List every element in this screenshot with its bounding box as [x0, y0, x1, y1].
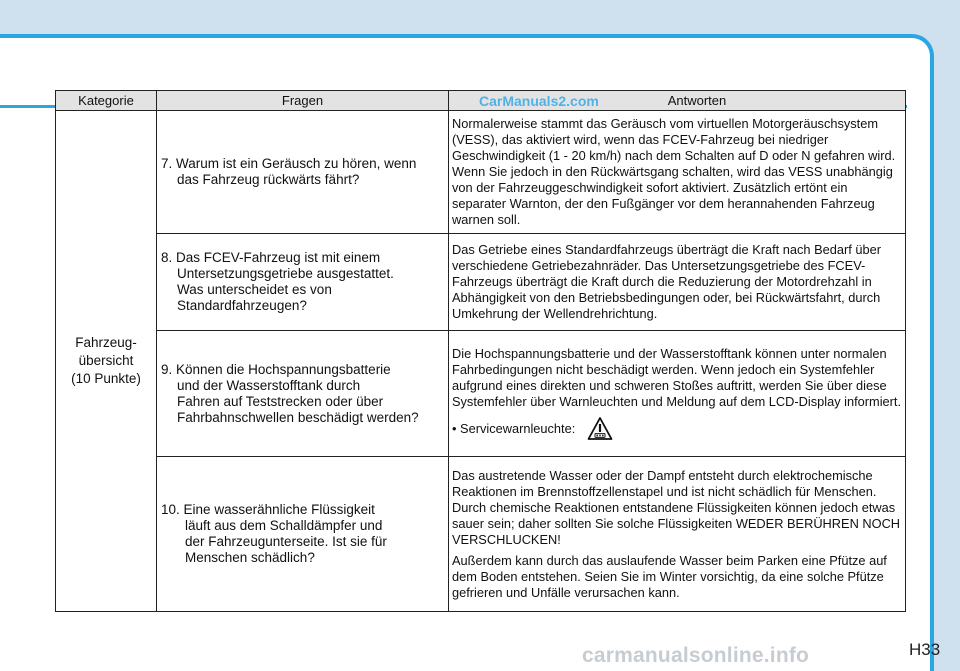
- answer-cell: [449, 331, 906, 457]
- category-line: (10 Punkte): [71, 371, 141, 386]
- answer-cell: [449, 457, 906, 612]
- table-row: [56, 234, 906, 331]
- header-answers: [449, 91, 906, 111]
- question-line: Das FCEV-Fahrzeug ist mit einem: [176, 250, 381, 265]
- question-cell: [157, 331, 449, 457]
- question-line: Menschen schädlich?: [185, 550, 315, 565]
- question-number: 8.: [161, 250, 173, 265]
- question-number: 9.: [161, 361, 173, 377]
- page-number: H33: [909, 640, 941, 659]
- table-header-row: [56, 91, 906, 111]
- question-line: läuft aus dem Schalldämpfer und: [185, 518, 383, 533]
- answer-paragraph: Normalerweise stammt das Geräusch vom virtuellen Motorgeräuschsystem (VESS), das aktiviert wird, wenn das FCEV-Fahrzeug bei niedriger Geschwindigkeit (1 - 20 km/h) nach dem Schalten auf D oder N gefahren wird. Wenn Sie jedoch in den Rückwärtsgang schalten, wird das VESS unabhängig von der Fahrzeuggeschwindigkeit sofort aktiviert. Zusätzlich ertönt ein separater Warnton, der den Fußgänger vor dem herannahenden Fahrzeug warnen soll.: [452, 116, 896, 227]
- category-line: Fahrzeug-: [75, 335, 137, 350]
- header-questions: Fragen: [157, 91, 449, 111]
- question-line: Fahren auf Teststrecken oder über: [177, 393, 384, 409]
- table-row: [56, 111, 906, 234]
- table-row: [56, 457, 906, 612]
- answer-cell: [449, 234, 906, 331]
- question-line: und der Wasserstofftank durch: [177, 377, 361, 393]
- question-number: 10.: [161, 502, 180, 517]
- question-line: Untersetzungsgetriebe ausgestattet.: [177, 266, 394, 281]
- service-warning-label: • Servicewarnleuchte:: [452, 420, 576, 436]
- question-line: Eine wasserähnliche Flüssigkeit: [183, 502, 375, 517]
- faq-table: [55, 90, 906, 612]
- category-cell: [56, 111, 157, 612]
- question-cell: [157, 234, 449, 331]
- category-line: übersicht: [78, 353, 134, 368]
- question-line: Warum ist ein Geräusch zu hören, wenn: [176, 156, 417, 171]
- question-cell: [157, 457, 449, 612]
- question-line: das Fahrzeug rückwärts fährt?: [177, 172, 360, 187]
- answer-paragraph: Außerdem kann durch das auslaufende Wasser beim Parken eine Pfütze auf dem Boden entstehen. Seien Sie im Winter vorsichtig, da eine solche Pfütze gefrieren und Unfälle verursachen kann.: [452, 552, 887, 600]
- table-row: [56, 331, 906, 457]
- question-line: der Fahrzeugunterseite. Ist sie für: [185, 534, 387, 549]
- question-line: Fahrbahnschwellen beschädigt werden?: [177, 409, 419, 425]
- header-category: Kategorie: [56, 91, 157, 111]
- question-line: Können die Hochspannungsbatterie: [176, 361, 391, 377]
- service-warning-line: [452, 416, 903, 442]
- watermark: CarManuals2.com: [479, 93, 599, 109]
- question-number: 7.: [161, 156, 173, 171]
- answer-paragraph: Die Hochspannungsbatterie und der Wasserstofftank können unter normalen Fahrbedingungen nicht beschädigt werden. Wenn jedoch ein Systemfehler aufgrund eines direkten und schweren Stoßes auftritt, werden Sie über diese Systemfehler über Warnleuchten und Meldung auf dem LCD-Display informiert.: [452, 345, 902, 409]
- question-line: Standardfahrzeugen?: [177, 298, 307, 313]
- question-line: Was unterscheidet es von: [177, 282, 332, 297]
- answer-cell: [449, 111, 906, 234]
- footer-watermark: carmanualsonline.info: [582, 644, 810, 667]
- question-cell: [157, 111, 449, 234]
- answer-paragraph: Das austretende Wasser oder der Dampf entsteht durch elektrochemische Reaktionen im Brennstoffzellenstapel und ist nicht schädlich für Menschen. Durch chemische Reaktionen entstandene Flüssigkeiten können jedoch etwas sauer sein; daher sollten Sie solche Flüssigkeiten WEDER BERÜHREN NOCH VERSCHLUCKEN!: [452, 467, 901, 547]
- service-warning-triangle-icon: [587, 416, 613, 442]
- header-answers-label: Antworten: [667, 93, 727, 108]
- answer-paragraph: Das Getriebe eines Standardfahrzeugs überträgt die Kraft nach Bedarf über verschiedene Getriebezahnräder. Das Untersetzungsgetriebe des FCEV-Fahrzeugs überträgt die Kraft durch die Reduzierung der Motordrehzahl in Abhängigkeit von den Betriebsbedingungen oder, bei Rückwärtsfahrt, durch Umkehrung der Wellendrehrichtung.: [452, 242, 881, 321]
